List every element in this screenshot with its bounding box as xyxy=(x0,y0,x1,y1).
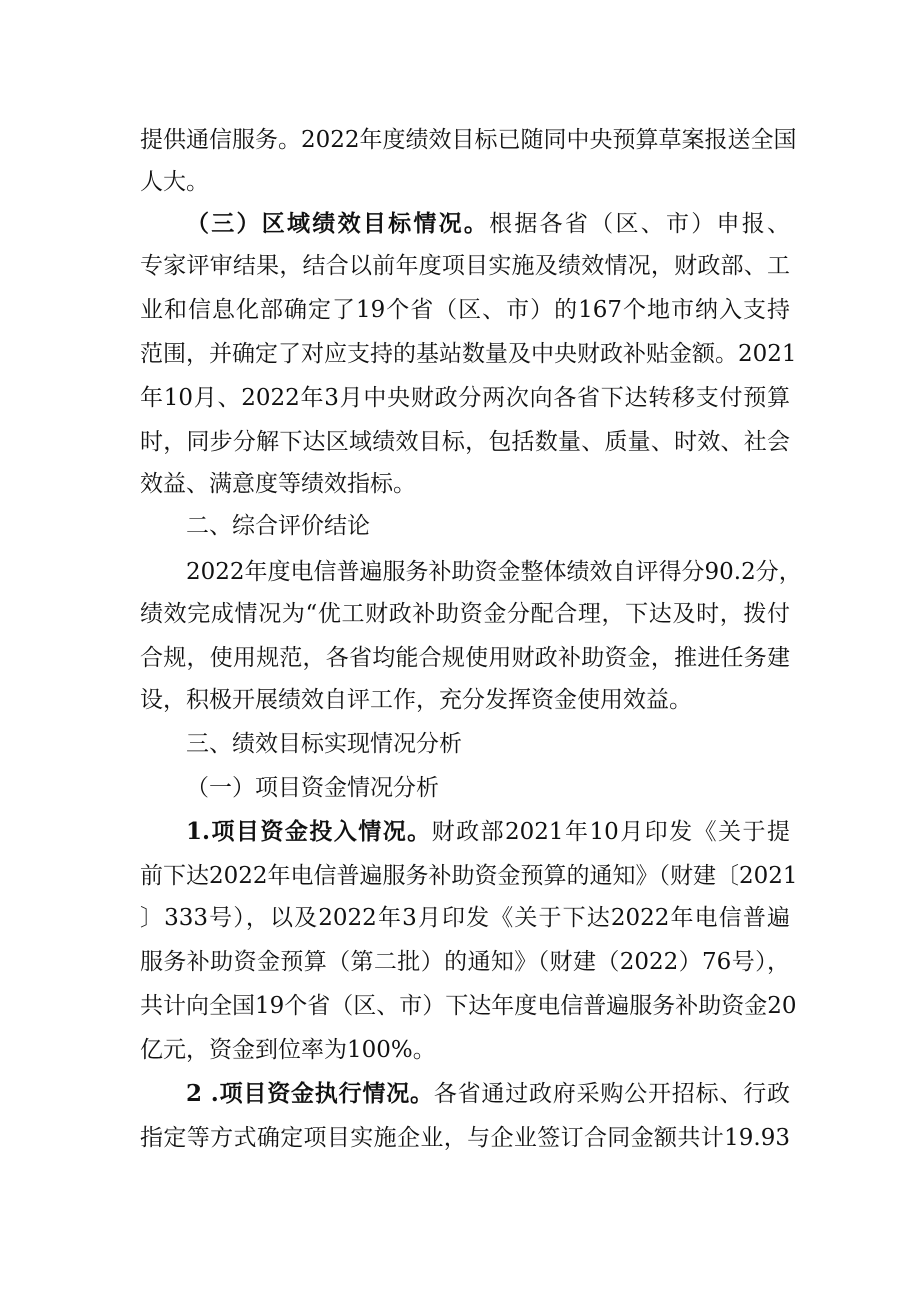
item-lead: 2 .项目资金执行情况。 xyxy=(186,1080,434,1107)
paragraph-line: 2022年度电信普遍服务补助资金整体绩效自评得分90.2分， xyxy=(186,559,802,585)
paragraph-line xyxy=(186,206,790,242)
paragraph-line: 业和信息化部确定了19个省（区、市）的167个地市纳入支持 xyxy=(140,297,790,323)
paragraph-line xyxy=(186,814,790,850)
section-heading: 二、综合评价结论 xyxy=(186,513,370,539)
paragraph-text: 根据各省（区、市）申报、 xyxy=(489,211,791,237)
paragraph-line: 设，积极开展绩效自评工作，充分发挥资金使用效益。 xyxy=(140,687,692,713)
paragraph-line: 效益、满意度等绩效指标。 xyxy=(140,471,416,497)
paragraph-line: 亿元，资金到位率为100%。 xyxy=(140,1037,436,1063)
paragraph-line: 人大。 xyxy=(140,169,209,195)
paragraph-line xyxy=(186,1076,790,1112)
paragraph-line: 年10月、2022年3月中央财政分两次向各省下达转移支付预算 xyxy=(140,385,790,411)
paragraph-text: 各省通过政府采购公开招标、行政 xyxy=(433,1081,790,1107)
paragraph-line: 指定等方式确定项目实施企业，与企业签订合同金额共计19.93 xyxy=(140,1125,790,1151)
paragraph-text: 财政部2021年10月印发《关于提 xyxy=(431,819,790,845)
paragraph-line: 时，同步分解下达区域绩效目标，包括数量、质量、时效、社会 xyxy=(140,429,790,455)
paragraph-line: 范围，并确定了对应支持的基站数量及中央财政补贴金额。2021 xyxy=(140,341,797,367)
paragraph-line: 服务补助资金预算（第二批）的通知》（财建（2022）76号）， xyxy=(140,949,790,975)
paragraph-line: 共计向全国19个省（区、市）下达年度电信普遍服务补助资金20 xyxy=(140,993,797,1019)
paragraph-line: 绩效完成情况为“优工财政补助资金分配合理，下达及时，拨付 xyxy=(140,601,790,627)
paragraph-line: 专家评审结果，结合以前年度项目实施及绩效情况，财政部、工 xyxy=(140,253,790,279)
section-heading: 三、绩效目标实现情况分析 xyxy=(186,731,462,757)
section-lead: （三）区域绩效目标情况。 xyxy=(186,210,490,237)
paragraph-line: 〕333号），以及2022年3月印发《关于下达2022年电信普遍 xyxy=(140,905,790,931)
paragraph-line: 合规，使用规范，各省均能合规使用财政补助资金，推进任务建 xyxy=(140,645,790,671)
item-lead: 1.项目资金投入情况。 xyxy=(186,818,432,845)
subsection-heading: （一）项目资金情况分析 xyxy=(186,775,439,801)
paragraph-line: 前下达2022年电信普遍服务补助资金预算的通知》（财建〔2021 xyxy=(140,863,798,889)
paragraph-line: 提供通信服务。2022年度绩效目标已随同中央预算草案报送全国 xyxy=(140,127,797,153)
